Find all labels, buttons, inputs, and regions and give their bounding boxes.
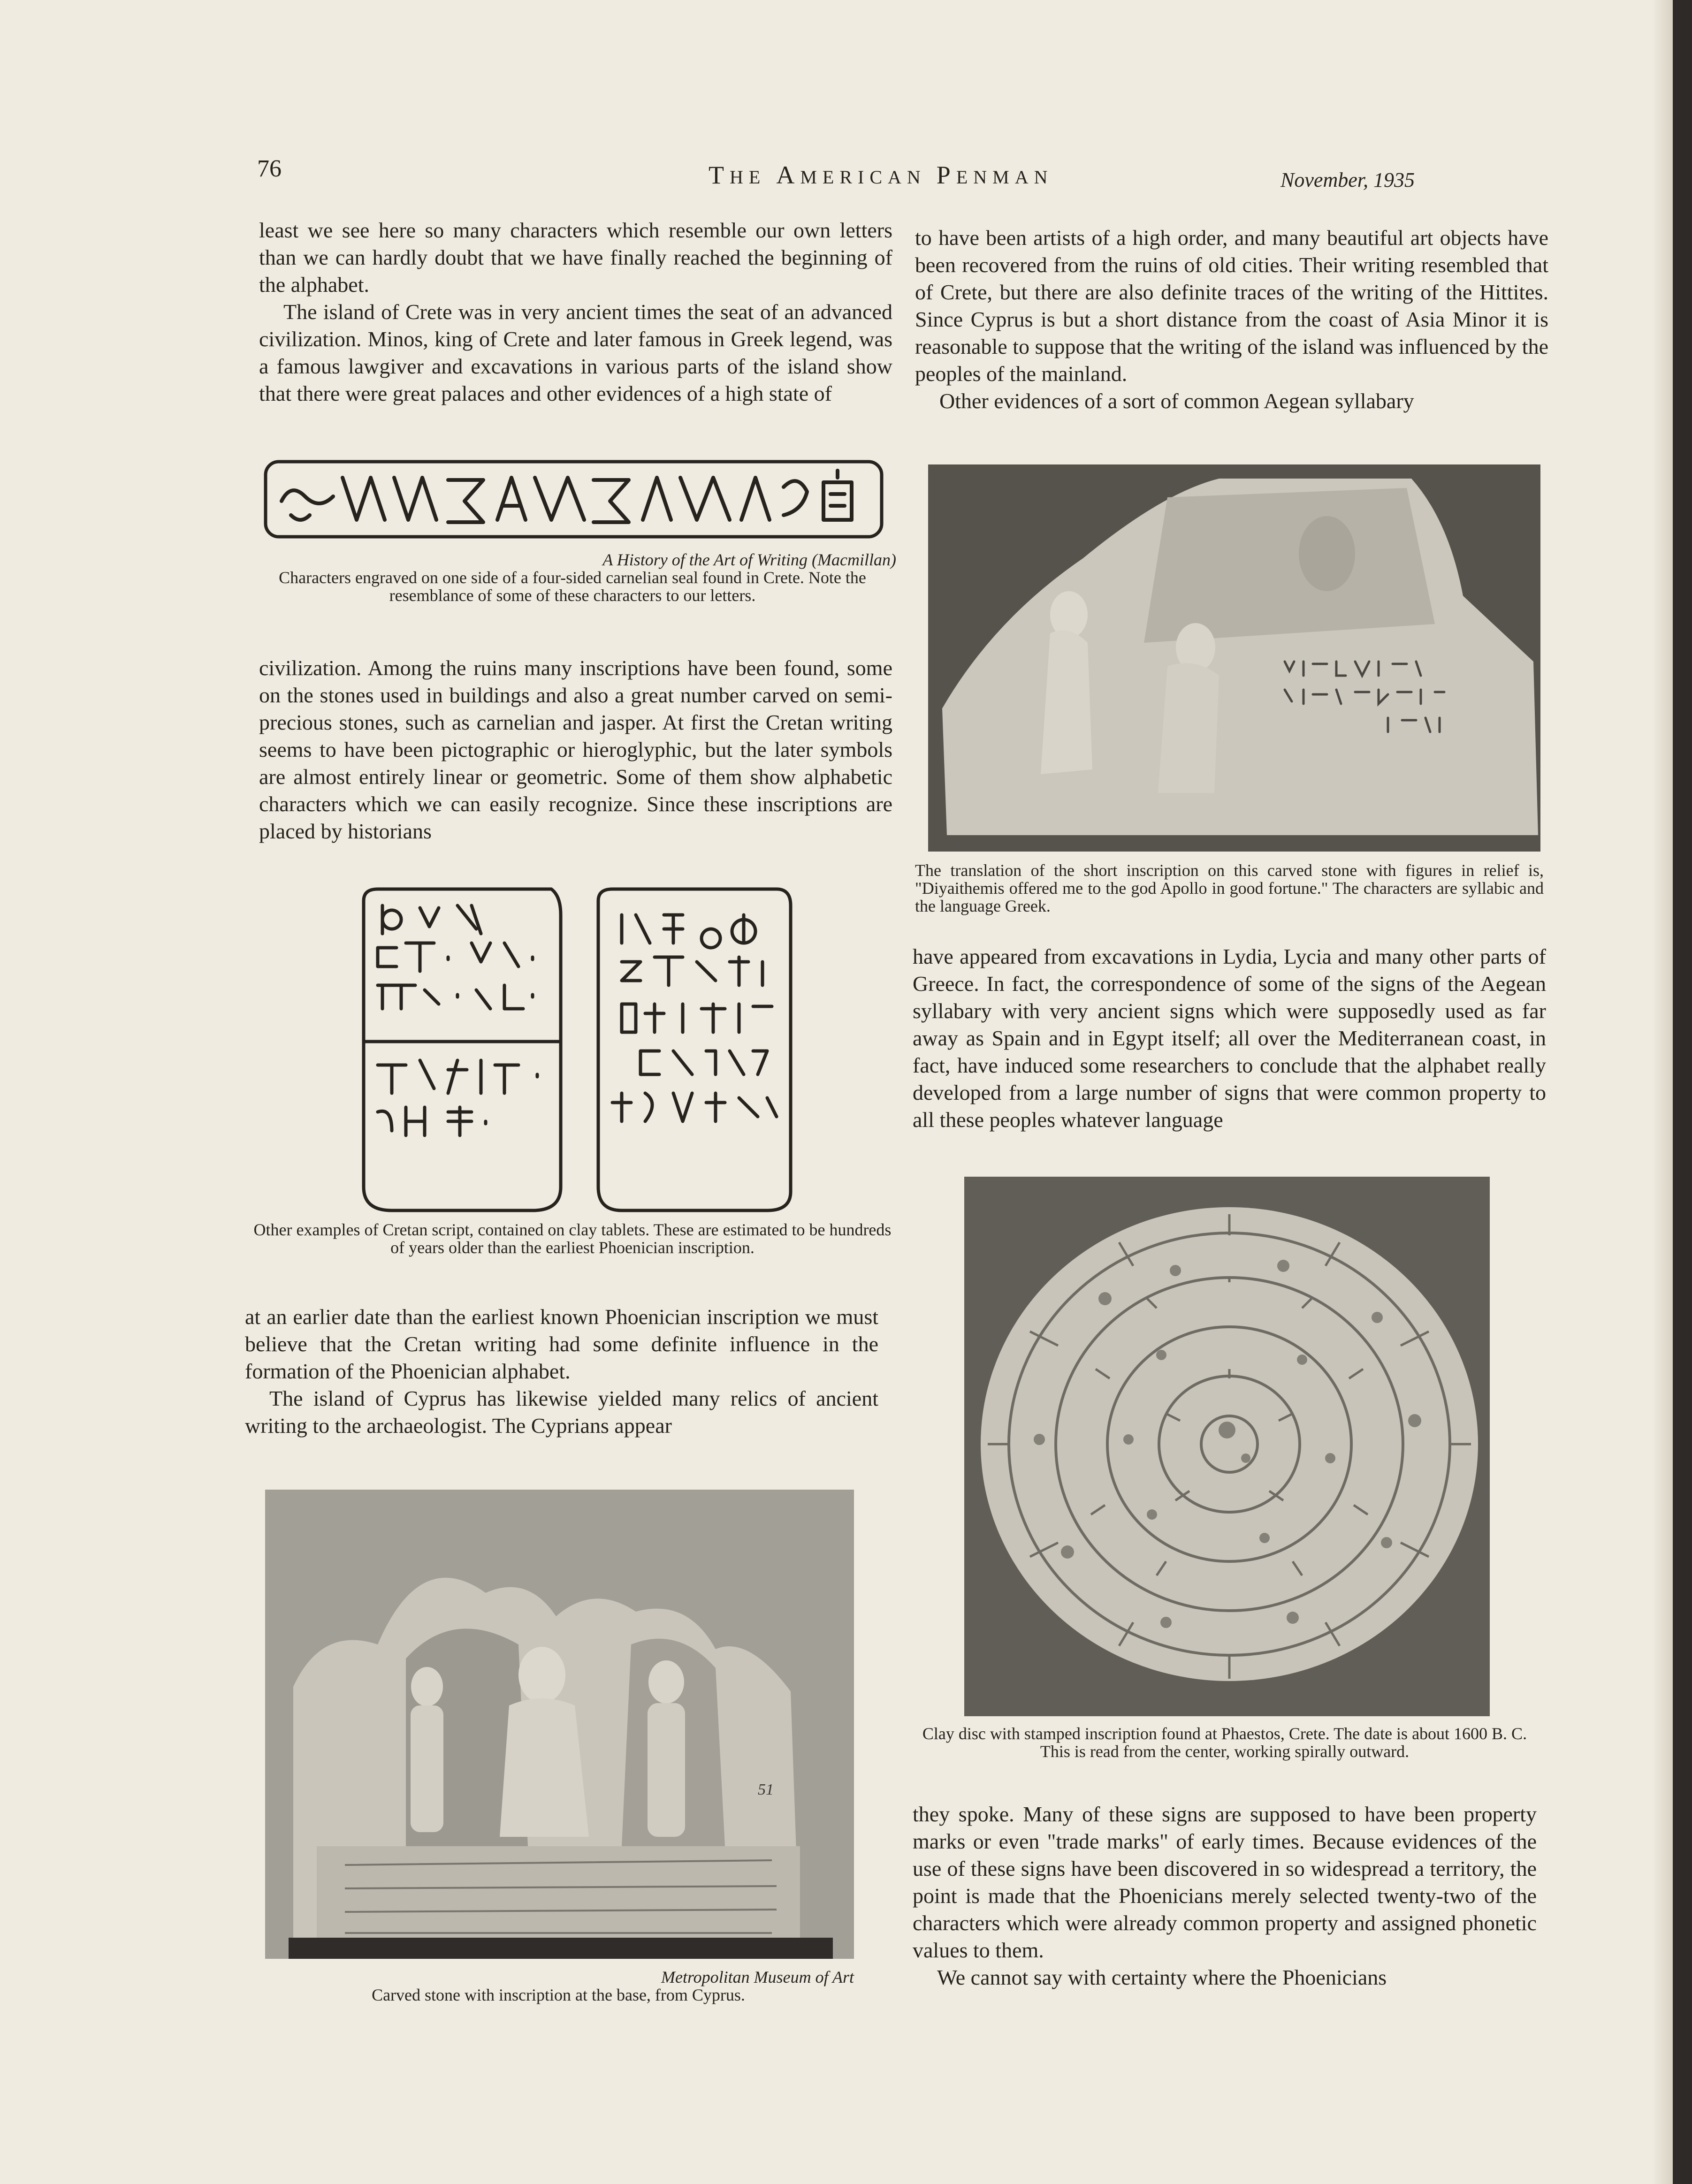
paragraph: We cannot say with certainty where the Phoenicians bbox=[937, 1965, 1387, 1989]
right-column-text-middle bbox=[913, 943, 1546, 1134]
left-column-text-middle bbox=[259, 654, 892, 845]
cyprus-stone-caption-text: Carved stone with inscription at the base, from Cyprus. bbox=[372, 1986, 745, 2004]
clay-tablets-drawing bbox=[354, 887, 922, 1218]
relief-caption-text: The translation of the short inscription on this carved stone with figures in relief is, "Diyaithemis offered me to the god Apollo in good fortune." The characters are syllabic and the language Greek. bbox=[915, 861, 1544, 915]
relief-stone-illustration bbox=[928, 464, 1540, 852]
paragraph: The island of Cyprus has likewise yielded many relics of ancient writing to the archaeologist. The Cyprians appear bbox=[245, 1386, 878, 1438]
magazine-title: THE AMERICAN PENMAN bbox=[709, 161, 1053, 189]
running-header bbox=[0, 155, 1673, 192]
tablets-caption bbox=[249, 1221, 896, 1256]
relief-caption bbox=[915, 861, 1544, 915]
cyprus-stone-illustration bbox=[265, 1490, 854, 1959]
clay-tablets-figure bbox=[354, 887, 922, 1218]
seal-inscription-figure bbox=[263, 459, 884, 540]
issue-date: November, 1935 bbox=[1280, 168, 1415, 191]
right-column-text-top bbox=[915, 224, 1548, 415]
relief-stone-photo bbox=[928, 464, 1540, 852]
paragraph: civilization. Among the ruins many inscriptions have been found, some on the stones used in buildings and also a great number carved on semi-precious stones, such as carnelian and jasper. At first the Cretan writing seems to have been pictographic or hieroglyphic, but the later symbols are almost entirely linear or geometric. Some of them show alphabetic characters which we can easily recognize. Since these inscriptions are placed by historians bbox=[259, 656, 892, 843]
seal-credit: A History of the Art of Writing (Macmillan) bbox=[602, 550, 896, 569]
disc-caption bbox=[910, 1725, 1539, 1760]
cyprus-stone-credit: Metropolitan Museum of Art bbox=[661, 1968, 854, 1986]
paragraph: The island of Crete was in very ancient times the seat of an advanced civilization. Minos, king of Crete and later famous in Greek legend, was a famous lawgiver and excavations in various parts of the island show that there were great palaces and other evidences of a high state of bbox=[259, 300, 892, 405]
tablets-caption-text: Other examples of Cretan script, contained on clay tablets. These are estimated to be hundreds of years older than the earliest Phoenician inscription. bbox=[253, 1220, 892, 1257]
paragraph: they spoke. Many of these signs are supposed to have been property marks or even "trade marks" of early times. Because evidences of the use of these signs have been discovered in so widespread a territory, the point is made that the Phoenicians merely selected twenty-two of the characters which were already common property and assigned phonetic values to them. bbox=[913, 1802, 1537, 1962]
cyprus-carved-stone-photo bbox=[265, 1490, 854, 1959]
left-column-text-bottom bbox=[245, 1303, 878, 1439]
paragraph: to have been artists of a high order, and many beautiful art objects have been recovered from the ruins of old cities. Their writing resembled that of Crete, but there are also definite traces of the writing of the Hittites. Since Cyprus is but a short distance from the coast of Asia Minor it is reasonable to suppose that the writing of the island was influenced by the peoples of the mainland. bbox=[915, 226, 1548, 386]
carnelian-seal-drawing bbox=[263, 459, 884, 540]
adjacent-page-edge bbox=[1652, 0, 1673, 2184]
seal-caption bbox=[249, 551, 896, 604]
paragraph: have appeared from excavations in Lydia, Lycia and many other parts of Greece. In fact, the correspondence of some of the signs of the Aegean syllabary with very ancient signs which were supposedly used as far away as Spain and in Egypt itself; all over the Mediterranean coast, in fact, have induced some researchers to conclude that the alphabet really developed from a large number of signs that were common property to all these peoples whatever language bbox=[913, 944, 1546, 1132]
phaistos-disc-photo bbox=[964, 1177, 1490, 1716]
right-column-text-bottom bbox=[913, 1801, 1537, 1991]
seal-caption-text: Characters engraved on one side of a four-sided carnelian seal found in Crete. Note the resemblance of some of these characters to our letters. bbox=[279, 568, 866, 605]
svg-text:51: 51 bbox=[758, 1781, 774, 1798]
paragraph: at an earlier date than the earliest known Phoenician inscription we must believe that the Cretan writing had some definite influence in the formation of the Phoenician alphabet. bbox=[245, 1305, 878, 1383]
page-number: 76 bbox=[257, 155, 282, 182]
scan-background-strip bbox=[1673, 0, 1692, 2184]
paragraph: Other evidences of a sort of common Aegean syllabary bbox=[939, 389, 1414, 413]
disc-caption-text: Clay disc with stamped inscription found at Phaestos, Crete. The date is about 1600 B. C. This is read from the center, working spirally outward. bbox=[922, 1724, 1527, 1761]
paragraph: least we see here so many characters which resemble our own letters than we can hardly doubt that we have finally reached the beginning of the alphabet. bbox=[259, 218, 892, 297]
cyprus-stone-caption bbox=[263, 1968, 854, 2004]
phaistos-disc-illustration bbox=[964, 1177, 1490, 1716]
left-column-text-top bbox=[259, 217, 892, 407]
